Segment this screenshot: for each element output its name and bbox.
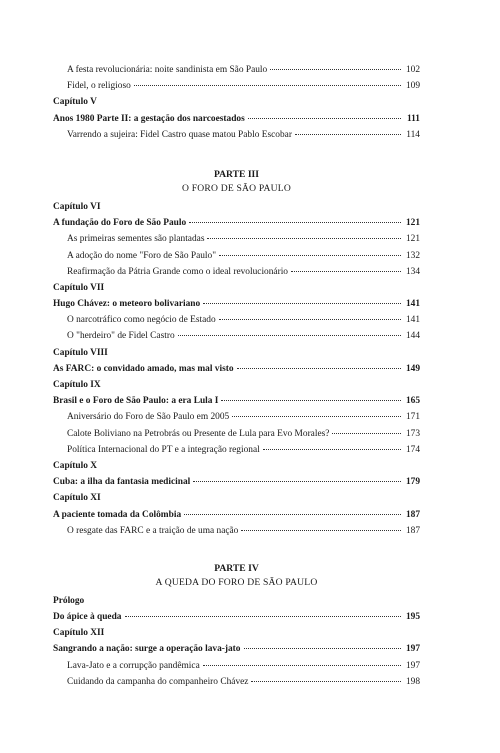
page-number: 111 [406,113,420,124]
chapter-entry [53,393,420,409]
entry-title: Brasil e o Foro de São Paulo: a era Lula I [53,396,219,407]
page-number: 179 [405,477,420,488]
page-number: 134 [405,266,420,277]
page-number: 149 [405,363,420,374]
dot-leader [251,681,401,682]
entry-title: Capítulo XII [53,628,105,639]
toc-block-1 [53,62,420,143]
dot-leader [125,616,402,617]
dot-leader [203,303,401,304]
dot-leader [189,222,401,223]
page-number: 187 [405,509,420,520]
page-number: 102 [405,65,420,75]
entry-title: A festa revolucionária: noite sandinista em São Paulo [67,65,268,75]
page-number: 121 [405,218,420,229]
section-entry [53,264,420,280]
entry-title: Capítulo X [53,460,98,471]
page-number: 197 [405,660,420,671]
section-entry [53,62,420,78]
entry-title: Capítulo VIII [53,347,108,358]
chapter-heading [53,345,420,361]
page-number: 187 [405,525,420,536]
entry-title: A fundação do Foro de São Paulo [53,218,187,229]
entry-title: A paciente tomada da Colômbia [53,509,182,520]
chapter-heading [53,458,420,474]
entry-title: Reafirmação da Pátria Grande como o ideal revolucionário [67,266,288,277]
page-number: 132 [405,250,420,261]
dot-leader [248,118,401,119]
section-entry [53,312,420,328]
dot-leader [241,530,401,531]
chapter-heading [53,377,420,393]
page-number: 198 [405,676,420,687]
chapter-heading [53,199,420,215]
table-of-contents [53,62,420,690]
section-entry [53,442,420,458]
dot-leader [219,319,401,320]
section-entry [53,127,420,143]
part-title: A QUEDA DO FORO DE SÃO PAULO [155,576,318,588]
entry-title: As primeiras sementes são plantadas [67,234,205,245]
page-number: 197 [405,644,420,655]
dot-leader [244,648,402,649]
page-number: 165 [405,396,420,407]
dot-leader [232,416,401,417]
dot-leader [263,449,401,450]
chapter-entry [53,474,420,490]
page-number: 141 [405,315,420,326]
chapter-heading [53,593,420,609]
entry-title: Calote Boliviano na Petrobrás ou Presente de Lula para Evo Morales? [67,428,330,439]
entry-title: Capítulo V [53,97,97,108]
entry-title: Varrendo a sujeira: Fidel Castro quase matou Pablo Escobar [67,129,292,140]
dot-leader [193,481,401,482]
entry-title: O narcotráfico como negócio de Estado [67,315,216,326]
entry-title: Capítulo IX [53,380,101,390]
entry-title: Fidel, o religioso [67,81,131,92]
dot-leader [178,335,401,336]
page-number: 114 [406,129,420,140]
part-label: PARTE IV [214,562,259,574]
part-iv-header [53,562,420,593]
dot-leader [221,400,401,401]
page-number: 173 [405,428,420,439]
dot-leader [203,665,401,666]
page-number: 141 [405,299,420,310]
page-number: 171 [405,412,420,423]
entry-title: Política Internacional do PT e a integração regional [67,444,260,455]
page-number: 109 [405,81,420,92]
entry-title: Cuidando da campanha do companheiro Chávez [67,676,249,687]
entry-title: Do ápice à queda [53,612,122,623]
dot-leader [291,271,401,272]
section-entry [53,409,420,425]
chapter-entry [53,296,420,312]
section-entry [53,523,420,539]
entry-title: Hugo Chávez: o meteoro bolivariano [53,299,201,310]
entry-title: Capítulo VI [53,201,101,212]
section-entry [53,426,420,442]
entry-title: A adoção do nome "Foro de São Paulo" [67,250,217,261]
chapter-entry [53,361,420,377]
entry-title: O "herdeiro" de Fidel Castro [67,331,175,342]
section-entry [53,248,420,264]
part-iii-header [53,168,420,199]
part-title: O FORO DE SÃO PAULO [182,182,291,194]
chapter-heading [53,490,420,506]
entry-title: Capítulo VII [53,282,105,293]
page-number: 174 [405,444,420,455]
dot-leader [270,69,401,70]
page-number: 121 [405,234,420,245]
entry-title: Prólogo [53,595,85,606]
section-entry [53,78,420,94]
chapter-entry [53,111,420,127]
section-entry [53,674,420,690]
part-label: PARTE III [213,168,260,180]
section-entry [53,658,420,674]
dot-leader [219,255,401,256]
chapter-entry [53,507,420,523]
entry-title: Capítulo XI [53,493,101,504]
dot-leader [134,85,401,86]
dot-leader [237,368,401,369]
entry-title: Lava-Jato e a corrupção pandêmica [67,660,200,671]
page-number: 144 [405,331,420,342]
section-entry [53,231,420,247]
dot-leader [295,134,401,135]
chapter-entry [53,609,420,625]
chapter-heading [53,625,420,641]
dot-leader [184,514,401,515]
chapter-entry [53,641,420,657]
entry-title: Anos 1980 Parte II: a gestação dos narcoestados [53,113,245,124]
section-entry [53,328,420,344]
toc-block-2 [53,199,420,539]
entry-title: Aniversário do Foro de São Paulo em 2005 [67,412,230,423]
chapter-heading [53,94,420,110]
entry-title: Cuba: a ilha da fantasia medicinal [53,477,191,488]
toc-block-3 [53,593,420,690]
chapter-entry [53,215,420,231]
entry-title: As FARC: o convidado amado, mas mal visto [53,363,234,374]
chapter-heading [53,280,420,296]
dot-leader [332,433,401,434]
page-number: 195 [405,612,420,623]
entry-title: O resgate das FARC e a traição de uma nação [67,525,239,536]
entry-title: Sangrando a nação: surge a operação lava-jato [53,644,241,655]
dot-leader [207,238,401,239]
